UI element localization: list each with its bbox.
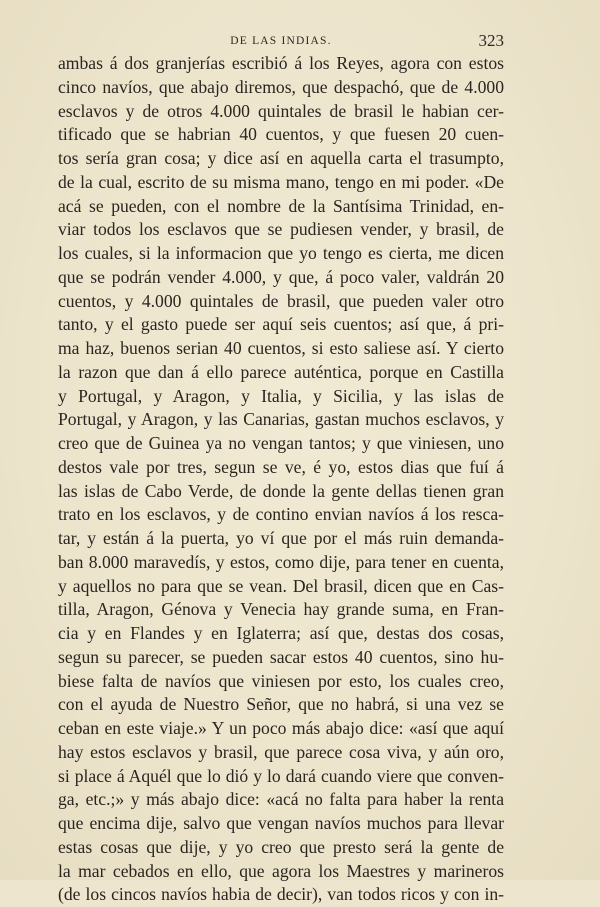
text-line: los cuales, si la informacion que yo tengo es cierta, me dicen bbox=[58, 243, 504, 263]
text-line: que encima dije, salvo que vengan navíos muchos para llevar bbox=[58, 813, 504, 833]
text-line: ban 8.000 maravedís, y estos, como dije, para tener en cuenta, bbox=[58, 551, 504, 572]
text-line: ga, etc.;» y más abajo dice: «acá no falta para haber la renta bbox=[58, 789, 504, 810]
text-line: Portugal, y Aragon, y las Canarias, gastan muchos esclavos, y bbox=[58, 409, 504, 430]
running-title: DE LAS INDIAS. bbox=[230, 35, 332, 47]
text-line: si place á Aquél que lo dió y lo dará cuando viere que conven- bbox=[58, 765, 504, 786]
text-line: y aquellos no para que se vean. Del brasil, dicen que en Cas- bbox=[58, 575, 504, 596]
text-line: viar todos los esclavos que se pudiesen vender, y brasil, de bbox=[58, 219, 504, 240]
text-line: ma haz, buenos serian 40 cuentos, si esto saliese así. Y cierto bbox=[58, 338, 504, 358]
text-line: de la cual, escrito de su misma mano, tengo en mi poder. «De bbox=[58, 171, 504, 192]
text-line: tilla, Aragon, Génova y Venecia hay grande suma, en Fran- bbox=[58, 599, 504, 620]
text-line: tar, y están á la puerta, yo ví que por el más ruin demanda- bbox=[58, 528, 504, 548]
text-line: cuentos, y 4.000 quintales de brasil, que pueden valer otro bbox=[58, 290, 504, 311]
text-line: estas cosas que dije, y yo creo que presto será la gente de bbox=[58, 836, 504, 857]
text-line: con el ayuda de Nuestro Señor, que no habrá, si una vez se bbox=[58, 694, 504, 715]
text-line: biese falta de navíos que viniesen por esto, los cuales creo, bbox=[58, 670, 504, 691]
text-line: cia y en Flandes y en Iglaterra; así que, destas dos cosas, bbox=[58, 623, 504, 643]
text-line: la razon que dan á ello parece auténtica, porque en Castilla bbox=[58, 361, 504, 382]
text-line: tos sería gran cosa; y dice así en aquella carta el trasumpto, bbox=[58, 148, 504, 168]
text-line: ceban en este viaje.» Y un poco más abajo dice: «así que aquí bbox=[58, 718, 504, 738]
text-line: acá se pueden, con el nombre de la Santísima Trinidad, en- bbox=[58, 195, 504, 216]
text-line: trato en los esclavos, y de contino envian navíos á los resca- bbox=[58, 504, 504, 525]
text-line: hay estos esclavos y brasil, que parece cosa viva, y aún oro, bbox=[58, 741, 504, 762]
text-line: esclavos y de otros 4.000 quintales de brasil le habian cer- bbox=[58, 100, 504, 121]
text-line: (de los cincos navíos habia de decir), van todos ricos y con in- bbox=[58, 884, 504, 905]
text-line: tanto, y el gasto puede ser aquí seis cuentos; así que, á pri- bbox=[58, 314, 504, 335]
page-header bbox=[58, 31, 504, 53]
text-line: ambas á dos granjerías escribió á los Reyes, agora con estos bbox=[58, 53, 504, 73]
page-number: 323 bbox=[478, 31, 504, 50]
text-line: destos vale por tres, segun se ve, é yo, estos dias que fuí á bbox=[58, 456, 504, 477]
text-line: la mar cebados en ello, que agora los Maestres y marineros bbox=[58, 860, 504, 881]
text-line: creo que de Guinea ya no vengan tantos; y que viniesen, uno bbox=[58, 433, 504, 453]
text-line: que se podrán vender 4.000, y que, á poco valer, valdrán 20 bbox=[58, 266, 504, 287]
body-text bbox=[58, 52, 504, 907]
text-line: cinco navíos, que abajo diremos, que despachó, que de 4.000 bbox=[58, 76, 504, 97]
text-line: y Portugal, y Aragon, y Italia, y Sicilia, y las islas de bbox=[58, 385, 504, 406]
text-line: segun su parecer, se pueden sacar estos 40 cuentos, sino hu- bbox=[58, 646, 504, 667]
text-line: tificado que se habrian 40 cuentos, y que fuesen 20 cuen- bbox=[58, 124, 504, 145]
text-line: las islas de Cabo Verde, de donde la gente dellas tienen gran bbox=[58, 480, 504, 501]
